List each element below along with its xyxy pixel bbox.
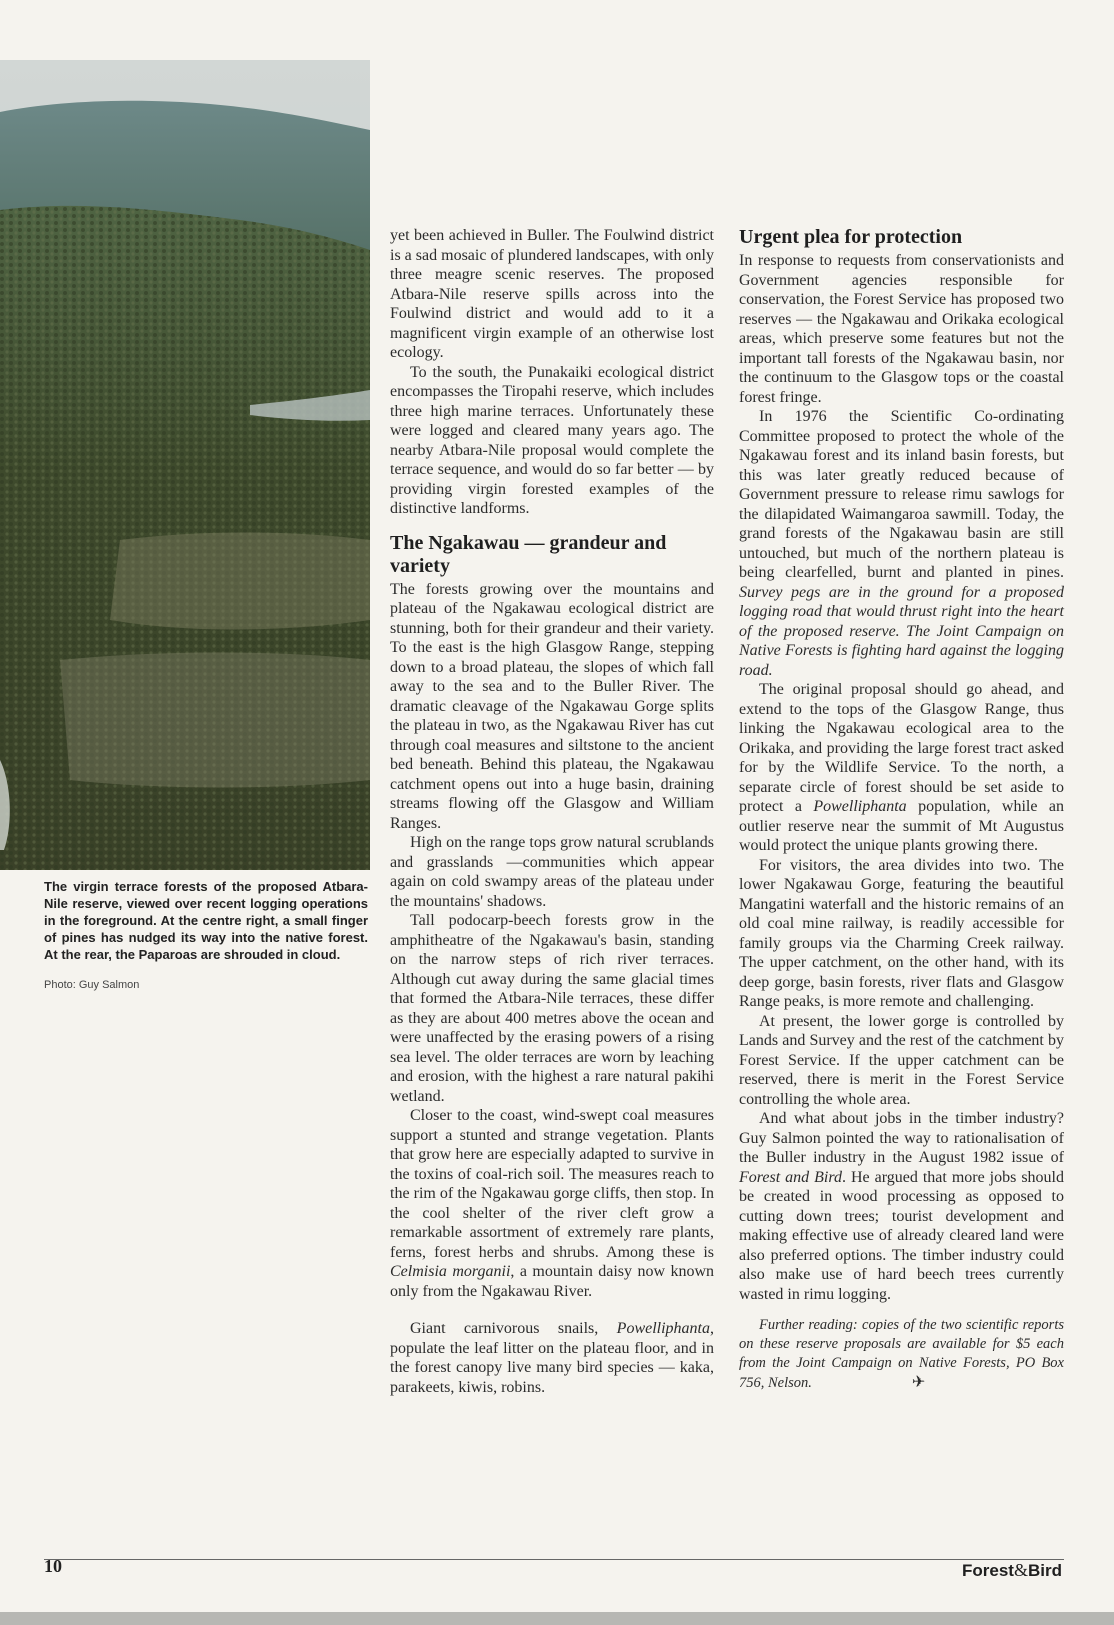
paragraph (739, 1109, 1064, 1304)
emphasis-text: Survey pegs are in the ground for a proposed logging road that would thrust right into the heart of the proposed reserve. The Joint Campaign on Native Forests is fighting hard against the logging road. (739, 583, 1064, 679)
species-name: Powelliphanta (616, 1320, 710, 1337)
text-run: . He argued that more jobs should be created in wood processing as opposed to cutting down trees; tourist development and making effective use of already cleared land were also preferred options. The timber industry could also make use of hard beech trees currently wasted in rimu logging. (739, 1168, 1065, 1303)
paragraph: The forests growing over the mountains and plateau of the Ngakawau ecological district are stunning, both for their grandeur and their variety. To the east is the high Glasgow Range, stepping down to a broad plateau, the slopes of which fall away to the sea and to the Buller River. The dramatic cleavage of the Ngakawau Gorge splits the plateau in two, as the Ngakawau River has cut through coal measures and siltstone to the ancient bed beneath. Behind this plateau, the Ngakawau catchment opens out into a huge basin, draining streams flowing off the Glasgow and William Ranges. (390, 580, 714, 832)
species-name: Celmisia morganii (390, 1263, 511, 1280)
article-column-2 (739, 226, 1064, 1393)
text-run: Closer to the coast, wind-swept coal measures support a stunted and strange vegetation. Plants that grow here are especially adapted to survive in the toxins of coal-rich soil. The measures reach to the rim of the Ngakawau gorge cliffs, then stop. In the cool shelter of the river cleft grow a remarkable assortment of extremely rare plants, ferns, forest herbs and shrubs. Among these is (390, 1107, 714, 1261)
magazine-title: Forest and Bird (739, 1168, 842, 1186)
text-run: The original proposal should go ahead, and extend to the tops of the Glasgow Range, thus linking the Ngakawau ecological area to the Orikaka, and providing the large forest tract asked for by the Wildlife Service. To the north, a separate circle of forest should be set aside to protect a (739, 681, 1064, 815)
paragraph (739, 407, 1064, 680)
forest-photo (0, 60, 370, 870)
section-heading-ngakawau: The Ngakawau — grandeur and variety (390, 531, 667, 577)
photo-caption: The virgin terrace forests of the proposed Atbara-Nile reserve, viewed over recent logging operations in the foreground. At the centre right, a small finger of pines has nudged its way into the native forest. At the rear, the Paparoas are shrouded in cloud. (44, 879, 368, 962)
brand-word: Forest (962, 1561, 1014, 1580)
paragraph (390, 1106, 714, 1301)
species-name: Powelliphanta (813, 798, 907, 815)
page-number: 10 (44, 1556, 62, 1576)
forest-landscape-image (0, 60, 370, 870)
text-run: In 1976 the Scientific Co-ordinating Committee proposed to protect the whole of the Ngakawau forest and its inland basin forests, but this was later greatly reduced because of Government pressure to release rimu sawlogs for the dilapidated Waimangaroa sawmill. Today, the grand forests of the Ngakawau basin are still untouched, but much of the northern plateau is being clearfelled, burnt and planted in pines. (739, 408, 1064, 581)
text-run: And what about jobs in the timber industry? Guy Salmon pointed the way to rationalisation of the Buller industry in the August 1982 issue of (739, 1110, 1064, 1166)
text-run: Further reading: copies of the two scientific reports on these reserve proposals are available for $5 each from the Joint Campaign on Native Forests, PO Box 756, Nelson. (739, 1317, 1064, 1391)
paragraph: In response to requests from conservationists and Government agencies responsible for conservation, the Forest Service has proposed two reserves — the Ngakawau and Orikaka ecological areas, which preserve some features but not the important tall forests of the Ngakawau basin, nor the continuum to the Glasgow tops or the coastal forest fringe. (739, 252, 1064, 406)
paragraph: For visitors, the area divides into two. The lower Ngakawau Gorge, featuring the beautiful Mangatini waterfall and the historic remains of an old coal mine railway, is readily accessible for family groups via the Charming Creek railway. The upper catchment, on the other hand, with its deep gorge, basin forests, river flats and Glasgow Range peaks, is more remote and challenging. (739, 856, 1064, 1010)
photo-credit: Photo: Guy Salmon (44, 979, 140, 991)
brand-word: Bird (1028, 1561, 1062, 1580)
paragraph (390, 1319, 714, 1397)
magazine-brand (962, 1560, 1062, 1581)
text-run: , a mountain daisy now known only from the Ngakawau River. (390, 1263, 715, 1300)
paragraph: To the south, the Punakaiki ecological district encompasses the Tiropahi reserve, which includes three high marine terraces. Unfortunately these were logged and cleared many years ago. The nearby Atbara-Nile proposal would complete the terrace sequence, and would do so far better — by providing virgin forested examples of the distinctive landforms. (390, 363, 714, 517)
text-run: population, while an outlier reserve near the summit of Mt Augustus would protect the unique plants growing there. (739, 798, 1064, 854)
text-run: , populate the leaf litter on the plateau floor, and in the forest canopy live many bird species — kaka, parakeets, kiwis, robins. (390, 1320, 714, 1396)
scan-edge (0, 1612, 1114, 1625)
paragraph: At present, the lower gorge is controlled by Lands and Survey and the rest of the catchment by Forest Service. If the upper catchment can be reserved, there is merit in the Forest Service controlling the whole area. (739, 1012, 1064, 1108)
brand-ampersand: & (1013, 1560, 1028, 1580)
paragraph: Tall podocarp-beech forests grow in the amphitheatre of the Ngakawau's basin, standing on the narrow steps of rich river terraces. Although cut away during the same glacial times that formed the Atbara-Nile terraces, these differ as they are about 400 metres above the ocean and were unaffected by the erasing powers of a rising sea level. The older terraces are worn by leaching and erosion, with the highest a rare natural pakihi wetland. (390, 912, 714, 1105)
paragraph: High on the range tops grow natural scrublands and grasslands —communities which appear again on cold swampy areas of the plateau under the mountains' shadows. (390, 834, 714, 910)
article-column-1 (390, 226, 714, 1397)
paragraph: yet been achieved in Buller. The Foulwind district is a sad mosaic of plundered landscapes, with only three meagre scenic reserves. The proposed Atbara-Nile reserve spills across into the Foulwind district and would add to it a magnificent virgin example of an otherwise lost ecology. (390, 227, 714, 361)
bird-end-mark-icon: ✈ (911, 1374, 926, 1391)
further-reading-note (739, 1316, 1064, 1393)
text-run: Giant carnivorous snails, (410, 1320, 617, 1337)
footer-rule (44, 1559, 1064, 1560)
paragraph (739, 680, 1064, 856)
section-heading-urgent-plea: Urgent plea for protection (739, 226, 963, 248)
